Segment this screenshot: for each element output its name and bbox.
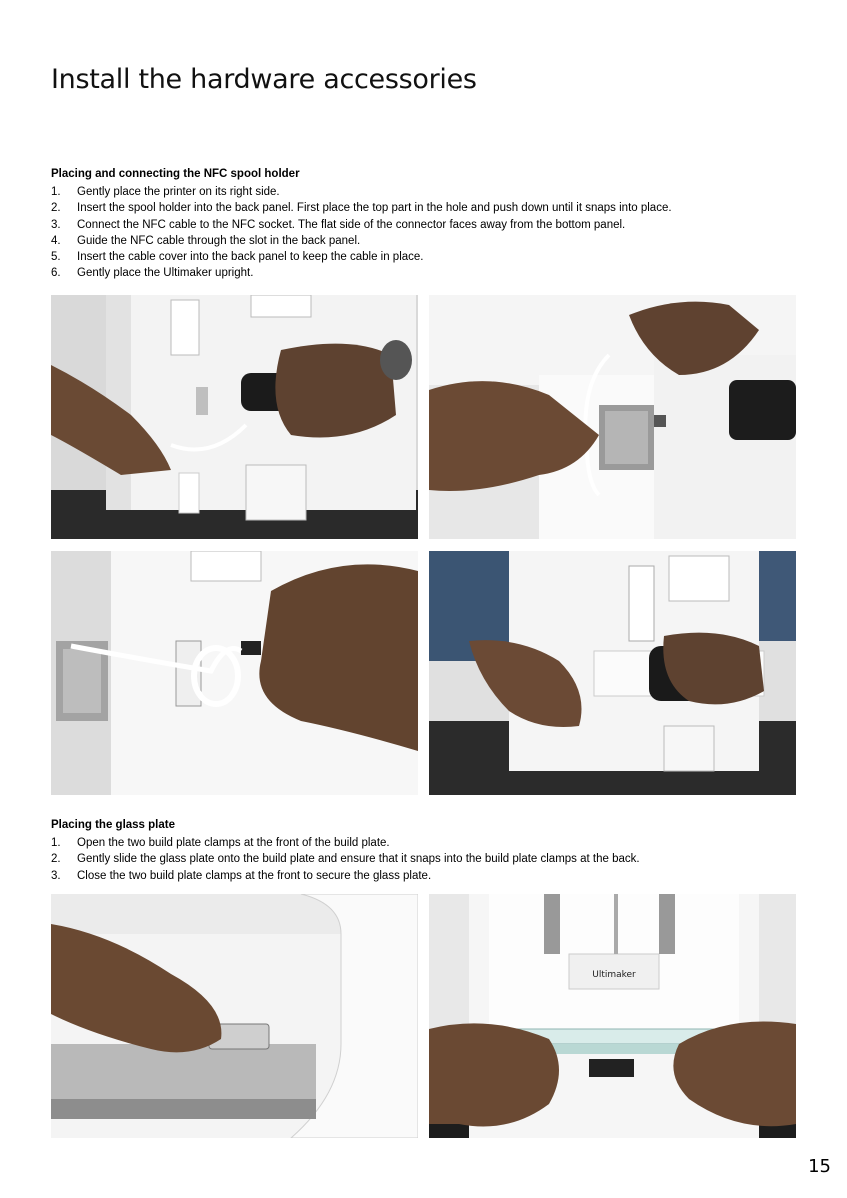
glass-section-heading: Placing the glass plate	[51, 819, 175, 831]
page-title: Install the hardware accessories	[51, 64, 477, 95]
glass-step-2: 2. Gently slide the glass plate onto the build plate and ensure that it snaps into the build plate clamps at the back.	[51, 853, 640, 866]
nfc-steps-list	[51, 184, 672, 282]
nfc-step-2: 2. Insert the spool holder into the back panel. First place the top part in the hole and push down until it snaps into place.	[51, 202, 672, 215]
photo-insert-cable-cover	[51, 551, 418, 795]
photo-place-printer-upright	[429, 551, 796, 795]
nfc-step-4: 4. Guide the NFC cable through the slot in the back panel.	[51, 234, 361, 247]
glass-steps-list	[51, 835, 640, 884]
nfc-step-5: 5. Insert the cable cover into the back panel to keep the cable in place.	[51, 251, 424, 264]
nfc-step-3: 3. Connect the NFC cable to the NFC socket. The flat side of the connector faces away from the bottom panel.	[51, 218, 626, 231]
printhead-brand-label: Ultimaker	[592, 970, 636, 980]
page-number: 15	[808, 1156, 831, 1177]
photo-open-build-plate-clamp	[51, 894, 418, 1138]
photo-insert-spool-holder	[51, 295, 418, 539]
photo-connect-nfc-cable	[429, 295, 796, 539]
nfc-step-6: 6. Gently place the Ultimaker upright.	[51, 267, 254, 280]
nfc-section-heading: Placing and connecting the NFC spool holder	[51, 168, 300, 180]
nfc-step-1: 1. Gently place the printer on its right side.	[51, 186, 280, 198]
glass-step-1: 1. Open the two build plate clamps at the front of the build plate.	[51, 837, 390, 849]
glass-step-3: 3. Close the two build plate clamps at the front to secure the glass plate.	[51, 869, 432, 882]
photo-slide-glass-plate	[429, 894, 796, 1138]
